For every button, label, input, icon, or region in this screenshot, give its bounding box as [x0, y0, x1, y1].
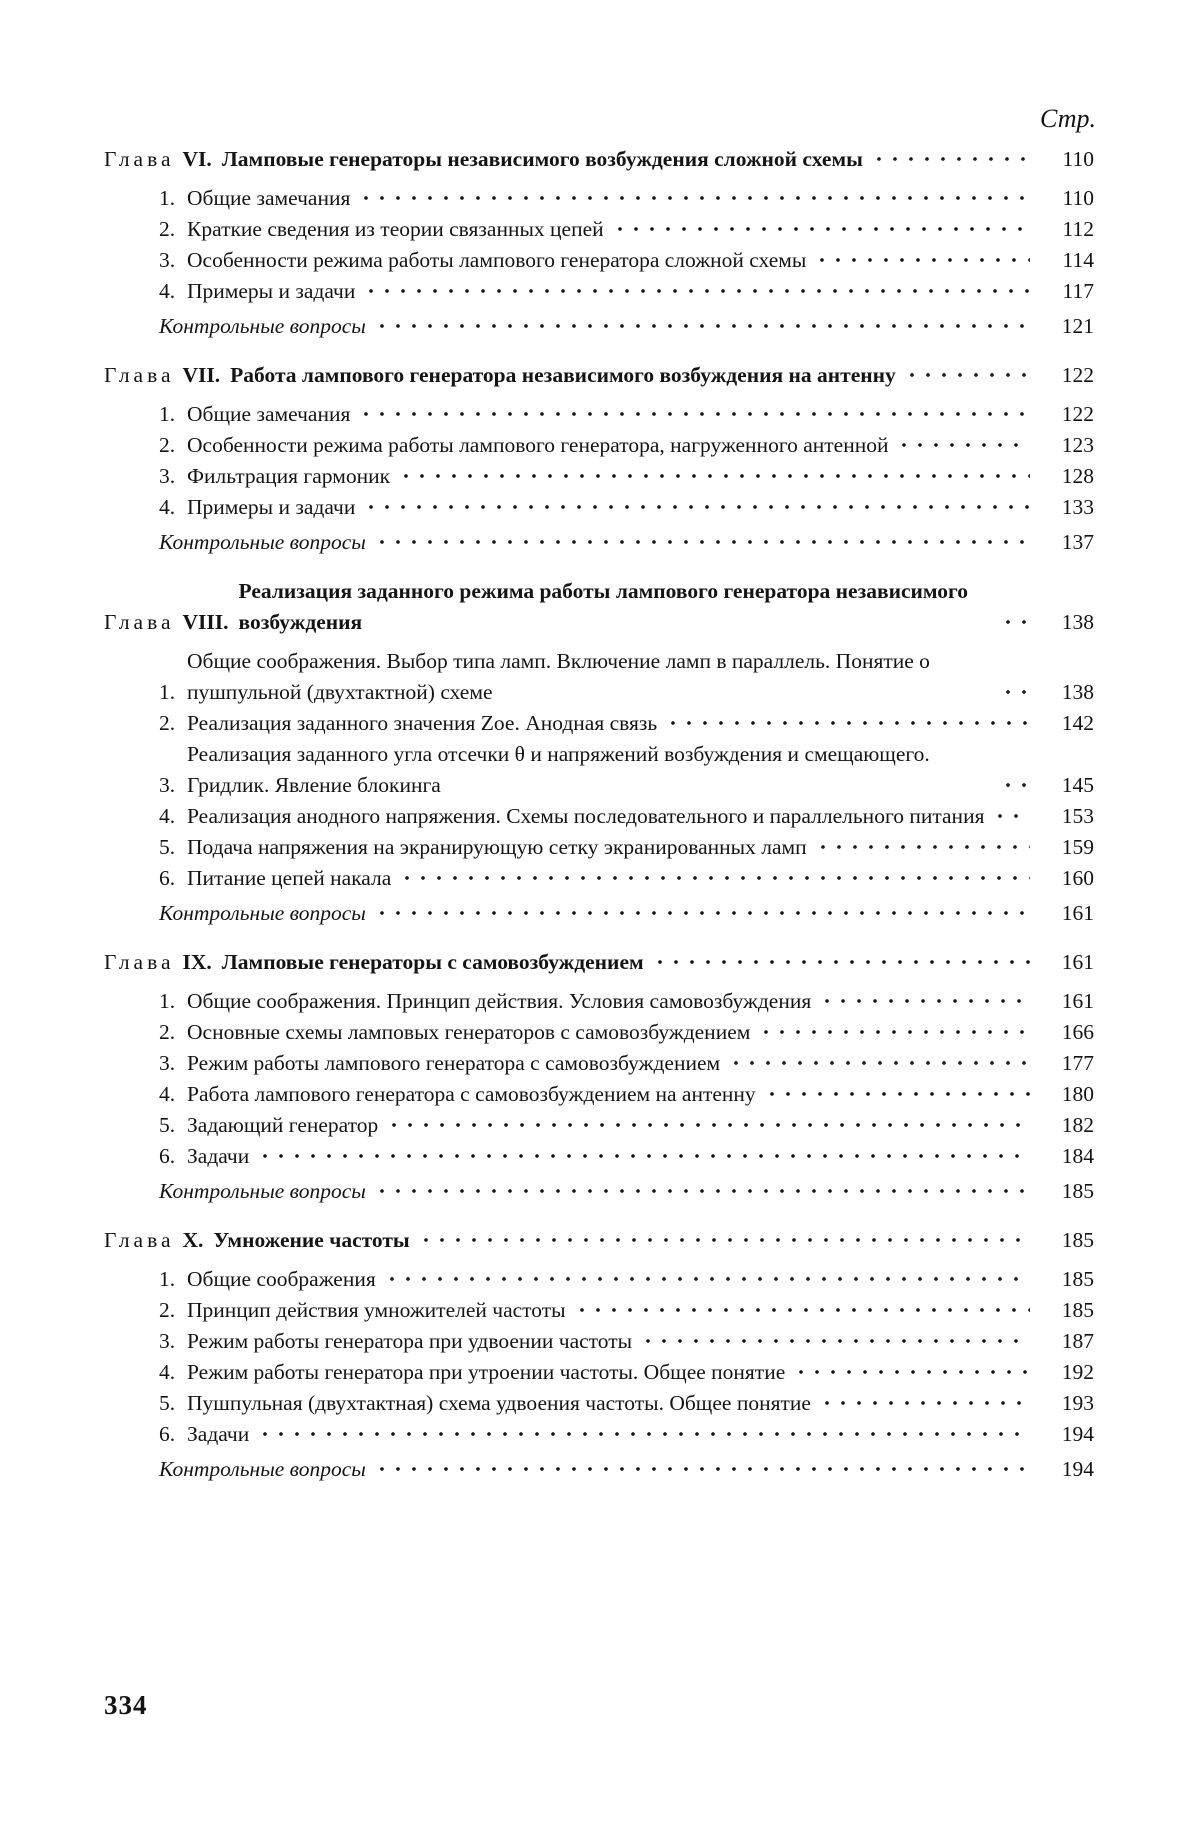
dot-leader	[819, 1393, 1030, 1413]
entry-title-wrap	[187, 461, 1038, 492]
toc-entry[interactable]	[104, 276, 1094, 307]
entry-page: 114	[1062, 248, 1094, 272]
dot-leader	[665, 713, 1030, 733]
dot-leader	[358, 404, 1030, 424]
chapter-section	[104, 1225, 1094, 1485]
chapter-heading[interactable]	[104, 144, 1094, 175]
toc-entry[interactable]	[104, 986, 1094, 1017]
chapter-number: VIII.	[182, 610, 229, 634]
chapter-prefix: Глава	[104, 363, 175, 387]
entry-title: Примеры и задачи	[187, 495, 356, 519]
entry-number: 4.	[159, 1360, 176, 1384]
toc-entry[interactable]	[104, 1326, 1094, 1357]
dot-leader	[399, 868, 1030, 888]
entry-number: 3.	[159, 1051, 176, 1075]
entry-title-wrap	[187, 863, 1038, 894]
entry-number: 5.	[159, 1391, 176, 1415]
chapter-section	[104, 360, 1094, 558]
entry-title-wrap	[187, 1110, 1038, 1141]
entry-page: 122	[1061, 402, 1094, 426]
entry-title: Реализация анодного напряжения. Схемы последовательного и параллельного питания	[187, 804, 985, 828]
dot-leader	[374, 316, 1030, 336]
entry-page: 187	[1061, 1329, 1094, 1353]
chapter-page: 110	[1062, 147, 1094, 171]
entry-page: 128	[1061, 464, 1094, 488]
chapter-title-wrap	[213, 1225, 1038, 1256]
chapter-heading[interactable]	[104, 576, 1094, 638]
entry-number: 2.	[159, 1020, 176, 1044]
toc-entry[interactable]	[104, 1357, 1094, 1388]
chapter-prefix: Глава	[104, 950, 175, 974]
chapter-page: 122	[1061, 363, 1094, 387]
entry-title: Реализация заданного угла отсечки θ и напряжений возбуждения и смещающего. Гридлик. Явление блокинга	[187, 742, 930, 797]
entry-title-wrap	[187, 708, 1038, 739]
toc-entry[interactable]	[104, 1419, 1094, 1450]
entry-title: Принцип действия умножителей частоты	[187, 1298, 566, 1322]
entry-title: Режим работы лампового генератора с самовозбуждением	[187, 1051, 721, 1075]
chapter-prefix: Глава	[104, 147, 175, 171]
entry-title-wrap	[187, 1264, 1038, 1295]
entry-title: Общие замечания	[187, 402, 351, 426]
chapter-number: X.	[182, 1228, 204, 1252]
entry-title: Особенности режима работы лампового генератора, нагруженного антенной	[187, 433, 889, 457]
chapter-title: Реализация заданного режима работы лампового генератора независимого возбуждения	[238, 579, 969, 634]
toc-entry[interactable]	[104, 832, 1094, 863]
entry-page: 160	[1061, 866, 1094, 890]
entry-title: Общие соображения	[187, 1267, 376, 1291]
control-questions-entry[interactable]	[104, 527, 1094, 558]
page-column-label: Стр.	[1040, 104, 1096, 133]
dot-leader	[764, 1084, 1030, 1104]
entry-title-wrap	[187, 1048, 1038, 1079]
questions-page: 194	[1061, 1457, 1094, 1481]
control-questions-entry[interactable]	[104, 898, 1094, 929]
entry-number: 3.	[159, 1329, 176, 1353]
entry-page: 112	[1062, 217, 1094, 241]
dot-leader	[871, 149, 1030, 169]
chapter-title: Работа лампового генератора независимого возбуждения на антенну	[230, 363, 896, 387]
entry-title: Режим работы генератора при удвоении частоты	[187, 1329, 633, 1353]
toc-entry[interactable]	[104, 461, 1094, 492]
dot-leader	[1000, 775, 1030, 795]
page-number: 334	[104, 1690, 148, 1720]
questions-page: 185	[1061, 1179, 1094, 1203]
entry-number: 5.	[159, 1113, 176, 1137]
questions-title-wrap	[159, 311, 1038, 342]
entry-title: Общие соображения. Принцип действия. Условия самовозбуждения	[187, 989, 812, 1013]
entry-title-wrap	[187, 1079, 1038, 1110]
chapter-heading[interactable]	[104, 947, 1094, 978]
entry-number: 3.	[159, 464, 176, 488]
dot-leader	[374, 1459, 1030, 1479]
chapter-heading[interactable]	[104, 360, 1094, 391]
entry-page: 177	[1061, 1051, 1094, 1075]
dot-leader	[374, 903, 1030, 923]
entry-title: Режим работы генератора при утроении частоты. Общее понятие	[187, 1360, 786, 1384]
chapter-prefix: Глава	[104, 1228, 175, 1252]
dot-leader	[814, 250, 1030, 270]
entry-number: 4.	[159, 1082, 176, 1106]
questions-title: Контрольные вопросы	[159, 1179, 366, 1203]
questions-title: Контрольные вопросы	[159, 1457, 366, 1481]
toc-entry[interactable]	[104, 1110, 1094, 1141]
dot-leader	[574, 1300, 1030, 1320]
entry-title-wrap	[187, 1388, 1038, 1419]
dot-leader	[1000, 612, 1030, 632]
questions-title-wrap	[159, 527, 1038, 558]
toc-entry[interactable]	[104, 1295, 1094, 1326]
entry-number: 3.	[159, 248, 176, 272]
toc-entry[interactable]	[104, 1388, 1094, 1419]
entry-title-wrap	[187, 801, 1038, 832]
chapter-title: Умножение частоты	[213, 1228, 410, 1252]
toc-entry[interactable]	[104, 430, 1094, 461]
entry-title-wrap	[187, 1141, 1038, 1172]
chapter-page: 161	[1061, 950, 1094, 974]
entry-page: 142	[1061, 711, 1094, 735]
chapter-page: 138	[1061, 610, 1094, 634]
toc-entry[interactable]	[104, 708, 1094, 739]
dot-leader	[652, 952, 1030, 972]
entry-page: 185	[1061, 1267, 1094, 1291]
entry-title-wrap	[187, 430, 1038, 461]
questions-title: Контрольные вопросы	[159, 901, 366, 925]
control-questions-entry[interactable]	[104, 1454, 1094, 1485]
questions-title-wrap	[159, 1176, 1038, 1207]
entry-title: Основные схемы ламповых генераторов с самовозбуждением	[187, 1020, 751, 1044]
toc-entry[interactable]	[104, 1079, 1094, 1110]
dot-leader	[418, 1230, 1030, 1250]
entry-number: 1.	[159, 402, 176, 426]
dot-leader	[612, 219, 1030, 239]
entry-page: 133	[1061, 495, 1094, 519]
entry-title: Краткие сведения из теории связанных цепей	[187, 217, 604, 241]
toc-entry[interactable]	[104, 1141, 1094, 1172]
entry-title: Пушпульная (двухтактная) схема удвоения частоты. Общее понятие	[187, 1391, 811, 1415]
dot-leader	[257, 1424, 1030, 1444]
questions-title-wrap	[159, 1454, 1038, 1485]
dot-leader	[819, 991, 1030, 1011]
entry-page: 117	[1062, 279, 1094, 303]
entry-title-wrap	[187, 492, 1038, 523]
entry-page: 159	[1061, 835, 1094, 859]
dot-leader	[384, 1269, 1030, 1289]
entry-title-wrap	[187, 214, 1038, 245]
dot-leader	[904, 365, 1030, 385]
entry-page: 185	[1061, 1298, 1094, 1322]
entry-title: Общие соображения. Выбор типа ламп. Включение ламп в параллель. Понятие о пушпульной (двухтактной) схеме	[187, 649, 930, 704]
toc-entry[interactable]	[104, 214, 1094, 245]
entry-page: 145	[1061, 773, 1094, 797]
toc-entry[interactable]	[104, 739, 1094, 801]
entry-page: 153	[1061, 804, 1094, 828]
dot-leader	[363, 497, 1030, 517]
dot-leader	[1000, 682, 1030, 702]
entry-title: Примеры и задачи	[187, 279, 356, 303]
toc-entry[interactable]	[104, 1048, 1094, 1079]
chapter-prefix: Глава	[104, 610, 175, 634]
dot-leader	[728, 1053, 1030, 1073]
entry-title-wrap	[187, 1017, 1038, 1048]
entry-title-wrap	[187, 245, 1038, 276]
entry-title: Фильтрация гармоник	[187, 464, 391, 488]
entry-number: 4.	[159, 804, 176, 828]
dot-leader	[398, 466, 1030, 486]
dot-leader	[363, 281, 1030, 301]
chapter-page: 185	[1061, 1228, 1094, 1252]
chapter-number: IX.	[182, 950, 212, 974]
questions-page: 161	[1061, 901, 1094, 925]
questions-page: 137	[1061, 530, 1094, 554]
entry-page: 194	[1061, 1422, 1094, 1446]
entry-title: Общие замечания	[187, 186, 351, 210]
chapter-number: VI.	[182, 147, 212, 171]
control-questions-entry[interactable]	[104, 311, 1094, 342]
entry-number: 1.	[159, 680, 176, 704]
chapter-section	[104, 144, 1094, 342]
entry-number: 2.	[159, 217, 176, 241]
entry-page: 138	[1061, 680, 1094, 704]
entry-page: 123	[1061, 433, 1094, 457]
entry-number: 5.	[159, 835, 176, 859]
questions-title-wrap	[159, 898, 1038, 929]
entry-title: Работа лампового генератора с самовозбуждением на антенну	[187, 1082, 756, 1106]
dot-leader	[758, 1022, 1030, 1042]
entry-title: Подача напряжения на экранирующую сетку экранированных ламп	[187, 835, 807, 859]
toc-entry[interactable]	[104, 245, 1094, 276]
dot-leader	[374, 532, 1030, 552]
chapter-title-wrap	[222, 947, 1038, 978]
entry-number: 4.	[159, 495, 176, 519]
entry-page: 110	[1062, 186, 1094, 210]
entry-page: 192	[1061, 1360, 1094, 1384]
questions-page: 121	[1061, 314, 1094, 338]
dot-leader	[896, 435, 1030, 455]
toc-entry[interactable]	[104, 646, 1094, 708]
entry-title-wrap	[187, 183, 1038, 214]
entry-number: 6.	[159, 1422, 176, 1446]
entry-number: 1.	[159, 1267, 176, 1291]
entry-title: Задающий генератор	[187, 1113, 379, 1137]
entry-title: Задачи	[187, 1144, 250, 1168]
toc-entry[interactable]	[104, 183, 1094, 214]
entry-number: 1.	[159, 186, 176, 210]
entry-page: 193	[1061, 1391, 1094, 1415]
entry-title: Особенности режима работы лампового генератора сложной схемы	[187, 248, 807, 272]
chapter-heading[interactable]	[104, 1225, 1094, 1256]
toc-entry[interactable]	[104, 801, 1094, 832]
entry-title: Питание цепей накала	[187, 866, 392, 890]
toc-entry[interactable]	[104, 863, 1094, 894]
dot-leader	[793, 1362, 1030, 1382]
entry-title-wrap	[187, 832, 1038, 863]
chapter-number: VII.	[182, 363, 221, 387]
entry-number: 6.	[159, 1144, 176, 1168]
entry-number: 3.	[159, 773, 176, 797]
entry-number: 2.	[159, 1298, 176, 1322]
entry-page: 182	[1061, 1113, 1094, 1137]
toc-entry[interactable]	[104, 399, 1094, 430]
entry-title-wrap	[187, 646, 1038, 708]
chapter-title: Ламповые генераторы независимого возбуждения сложной схемы	[221, 147, 863, 171]
entry-page: 166	[1061, 1020, 1094, 1044]
dot-leader	[358, 188, 1030, 208]
chapter-section	[104, 947, 1094, 1207]
chapter-title-wrap	[230, 360, 1038, 391]
entry-title-wrap	[187, 986, 1038, 1017]
entry-title-wrap	[187, 739, 1038, 801]
entry-title: Реализация заданного значения Zое. Анодная связь	[187, 711, 658, 735]
dot-leader	[815, 837, 1030, 857]
entry-page: 184	[1061, 1144, 1094, 1168]
chapter-title: Ламповые генераторы с самовозбуждением	[221, 950, 644, 974]
dot-leader	[992, 806, 1030, 826]
entry-number: 2.	[159, 711, 176, 735]
entry-number: 1.	[159, 989, 176, 1013]
chapter-title-wrap	[239, 576, 1038, 638]
entry-page: 180	[1061, 1082, 1094, 1106]
table-of-contents	[104, 144, 1094, 1503]
entry-number: 6.	[159, 866, 176, 890]
entry-title: Задачи	[187, 1422, 250, 1446]
dot-leader	[374, 1181, 1030, 1201]
toc-entry[interactable]	[104, 492, 1094, 523]
chapter-title-wrap	[222, 144, 1038, 175]
questions-title: Контрольные вопросы	[159, 530, 366, 554]
entry-title-wrap	[187, 1326, 1038, 1357]
entry-number: 2.	[159, 433, 176, 457]
control-questions-entry[interactable]	[104, 1176, 1094, 1207]
chapter-section	[104, 576, 1094, 929]
entry-title-wrap	[187, 1295, 1038, 1326]
toc-entry[interactable]	[104, 1264, 1094, 1295]
dot-leader	[257, 1146, 1030, 1166]
entry-page: 161	[1061, 989, 1094, 1013]
entry-title-wrap	[187, 399, 1038, 430]
dot-leader	[386, 1115, 1030, 1135]
entry-title-wrap	[187, 1357, 1038, 1388]
toc-entry[interactable]	[104, 1017, 1094, 1048]
questions-title: Контрольные вопросы	[159, 314, 366, 338]
entry-number: 4.	[159, 279, 176, 303]
entry-title-wrap	[187, 276, 1038, 307]
entry-title-wrap	[187, 1419, 1038, 1450]
dot-leader	[640, 1331, 1030, 1351]
